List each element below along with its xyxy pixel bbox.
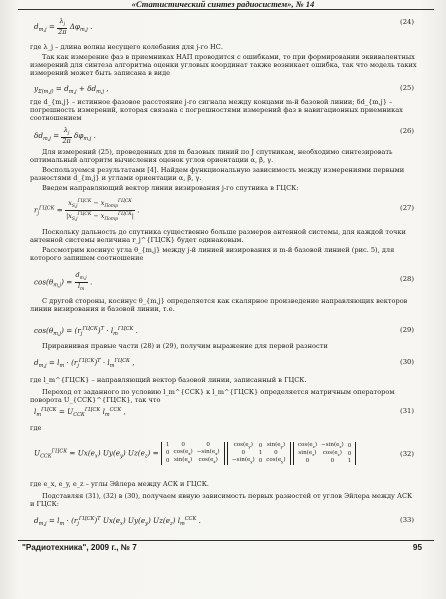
paragraph-wavelength: где λ_j – длина волны несущего колебания для j-го НС. [30,43,223,51]
equation-24: $d_{m,j}$ = $\frac{\lambda_j}{2\pi}$ $\Delta\varphi_{m,j}$ . (24) [34,17,414,36]
footer-rule [18,540,434,541]
equation-27: $r_j^{ГЦСК}$ = $\frac{x_{S,j}^{ГЦСК} - x_{Потр}^{ГЦСК}}{|x_{S,j}^{ГЦСК} - x_{Потр}^{ГЦСК}|}$ . (27) [34,199,414,222]
equation-30: $d_{m,j} = l_m \cdot (r_j^{ГЦСК})^T \cdot l_m^{ГЦСК}$ , (30) [34,358,414,369]
equation-number: (31) [400,407,414,415]
equation-25: $y_{\Sigma(m,j)} = d_{m,j} + \delta d_{m,j}$ , (25) [34,84,414,95]
equation-33: $d_{m,j} = l_m \cdot (r_j^{ГЦСК})^T$ $Ux(e_x)$ $Uy(e_y)$ $Uz(e_z)$ $l_m^{ССК}$ . (33) [34,516,414,527]
equation-number: (29) [400,326,414,334]
equation-number: (30) [400,358,414,366]
header-rule [18,9,434,10]
equation-number: (32) [400,450,414,458]
footer-journal: "Радиотехника", 2009 г., № 7 [22,543,137,552]
paragraph-cosine-angle: Рассмотрим косинус угла θ_{m,j} между j-й линией визирования и m-й базовой линией (рис. 5), для которого запишем соотношение [30,246,395,263]
equation-28: $\cos(\theta_{m,j})$ = $\frac{d_{m,j}}{l_m}$ . (28) [34,271,414,292]
page-number: 95 [412,543,422,552]
paragraph-los-vector: Введем направляющий вектор линии визирования j-го спутника в ГЦСК: [42,184,299,192]
paragraph-synthesis-task: Для измерений (25), проведенных для m базовых линий по J спутникам, необходимо синтезировать оптимальный алгоритм вычисления оценок углов ориентации α, β, γ. [30,148,393,165]
equation-number: (25) [400,84,414,92]
paragraph-equate: Приравнивая правые части (28) и (29), получим выражение для первой разности [42,342,328,350]
matrix-uy: $\cos(e_y)$ 0 $\sin(e_y)$ 0 1 0 $-\sin(e_y)$ 0 $\cos(e_y)$ [227,442,291,465]
paragraph-measurement-model: Так как измерение фаз в приемниках НАП проводится с ошибками, то при формировании эквивалентных измерений для синтеза алгоритма оценки угловых координат также возникает ошибка, так что модель таких измерений может быть записана в виде [30,53,417,78]
equation-number: (33) [400,516,414,524]
equation-32: $U_{ССК}^{ГЦСК} = Ux(e_x)$ $Uy(e_y) Uz(e_z)$ = 1 0 0 0 $\cos(e_x)$ $-\sin(e_x)$ 0 $\sin(e_x)$ $\cos(e_x)$ $\cos(e_y)$ 0 $\sin(e_y)$ 0 1 0 $-\sin(e_y)$ 0 $\cos(e_y)$ $\cos(e_z)$ $-\sin(e_z)$ 0 $\sin(e_z)$ $\cos(e_z)$ 0 0 0 1 (32) [34,442,414,464]
paragraph-euler-angles: где e_x, e_y, e_z – углы Эйлера между АСК и ГЦСК. [30,480,209,488]
paragraph-substitution: Подставляя (31), (32) в (30), получаем явную зависимость первых разностей от углов Эйлера между АСК и ГЦСК: [30,492,413,509]
paragraph-rotation-operator: Переход от заданного по условию l_m^{ССК} к l_m^{ГЦСК} определяется матричным оператором поворота U_{ССК}^{ГЦСК}, так что [30,388,395,405]
matrix-ux: 1 0 0 0 $\cos(e_x)$ $-\sin(e_x)$ 0 $\sin(e_x)$ $\cos(e_x)$ [161,442,225,465]
equation-number: (26) [400,127,414,135]
equation-number: (28) [400,275,414,283]
paragraph-results-ref: Воспользуемся результатами [4]. Найдем функциональную зависимость между измерениями первыми разностями d_{m,j} и углами ориентации α, β, γ. [30,166,405,183]
paragraph-baseline-vector: где l_m^{ГЦСК} – направляющий вектор базовой линии, записанный в ГЦСК. [30,376,307,384]
paragraph-scalar-product: С другой стороны, косинус θ_{m,j} определяется как скалярное произведение направляющих векторов линии визирования и базовой линии, т.е. [30,297,408,314]
equation-29: $\cos(\theta_{m,j}) = (r_j^{ГЦСК})^T \cdot l_m^{ГЦСК}$ . (29) [34,326,414,337]
equation-number: (27) [400,204,414,212]
paragraph-where: где [30,424,42,432]
equation-number: (24) [400,18,414,26]
running-header: «Статистический синтез радиосистем», № 14 [131,0,315,9]
matrix-uz: $\cos(e_z)$ $-\sin(e_z)$ 0 $\sin(e_z)$ $\cos(e_z)$ 0 0 0 1 [293,442,356,465]
equation-26: $\delta d_{m,j}$ = $\frac{\lambda_j}{2\pi}$ $\delta\varphi_{m,j}$ . (26) [34,126,414,145]
paragraph-distance-note: Поскольку дальность до спутника существенно больше размеров антенной системы, для каждой точки антенной системы величина r_j^{ГЦСК} будет одинаковым. [30,228,406,245]
paragraph-true-phase-distance: где d_{m,j} – истинное фазовое расстояние j-го сигнала между концами m-й базовой линии; δd_{m,j} – погрешность измерений, которая связана с погрешностями измерений фаз в навигационных приемниках соотношением [30,98,403,123]
equation-31: $l_m^{ГЦСК} = U_{ССК}^{ГЦСК}$ $l_m^{ССК}$ , (31) [34,407,414,418]
